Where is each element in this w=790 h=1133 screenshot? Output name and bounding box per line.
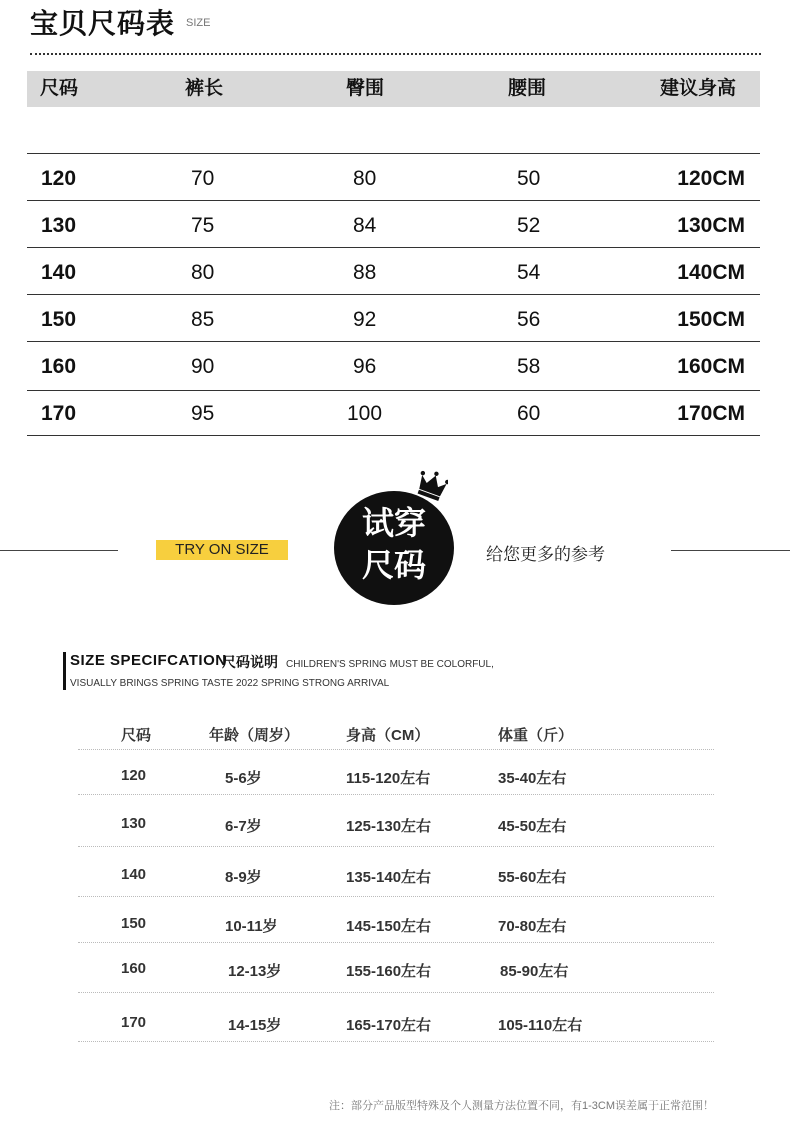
col-header-age: 年龄（周岁） [209, 727, 300, 744]
cell-height: 145-150左右 [346, 918, 432, 935]
table-row [27, 154, 760, 200]
col-header-size: 尺码 [40, 78, 79, 99]
spec-title: SIZE SPECIFCATION [70, 652, 227, 669]
cell-age: 10-11岁 [225, 918, 278, 935]
cell-weight: 45-50左右 [498, 818, 567, 835]
dotted-divider [30, 53, 761, 55]
cell-height: 170CM [677, 402, 745, 425]
dotted-divider [78, 992, 714, 993]
dotted-divider [78, 749, 714, 750]
cell-height: 160CM [677, 355, 745, 378]
cell-length: 95 [191, 402, 215, 425]
dotted-divider [78, 846, 714, 847]
crown-icon [416, 469, 448, 508]
cell-length: 85 [191, 308, 215, 331]
circle-line-1: 试穿 [361, 505, 426, 541]
cell-size: 150 [121, 915, 147, 932]
cell-height: 130CM [677, 214, 745, 237]
cell-weight: 85-90左右 [500, 963, 569, 980]
spec-accent-bar [63, 652, 66, 690]
cell-size: 140 [41, 261, 77, 284]
col-header-height: 身高（CM） [346, 727, 430, 744]
footnote: 注：部分产品版型特殊及个人测量方法位置不同，有1-3CM误差属于正常范围！ [328, 1100, 714, 1112]
dotted-divider [78, 1041, 714, 1042]
dotted-divider [78, 896, 714, 897]
banner-right-line [671, 550, 790, 551]
banner-left-line [0, 550, 118, 551]
dotted-divider [78, 794, 714, 795]
table-row [27, 342, 760, 388]
cell-waist: 52 [517, 214, 541, 237]
cell-age: 8-9岁 [225, 869, 262, 886]
cell-size: 170 [121, 1014, 147, 1031]
cell-size: 140 [121, 866, 147, 883]
cell-length: 90 [191, 355, 215, 378]
dotted-divider [78, 942, 714, 943]
cell-height: 155-160左右 [346, 963, 432, 980]
cell-height: 125-130左右 [346, 818, 432, 835]
cell-size: 170 [41, 402, 77, 425]
try-on-size-badge: TRY ON SIZE [156, 540, 288, 560]
cell-height: 135-140左右 [346, 869, 432, 886]
table-row [27, 248, 760, 294]
cell-height: 115-120左右 [346, 770, 431, 787]
cell-hip: 80 [353, 167, 377, 190]
cell-weight: 35-40左右 [498, 770, 567, 787]
cell-height: 165-170左右 [346, 1017, 432, 1034]
cell-size: 150 [41, 308, 77, 331]
col-header-hip: 臀围 [346, 78, 385, 99]
cell-waist: 60 [517, 402, 541, 425]
cell-waist: 54 [517, 261, 541, 284]
try-size-circle-text [334, 502, 454, 586]
cell-weight: 105-110左右 [498, 1017, 583, 1034]
cell-waist: 56 [517, 308, 541, 331]
size-table-header [27, 71, 760, 107]
cell-length: 80 [191, 261, 215, 284]
cell-weight: 70-80左右 [498, 918, 567, 935]
cell-height: 150CM [677, 308, 745, 331]
col-header-height: 建议身高 [660, 78, 737, 99]
cell-waist: 58 [517, 355, 541, 378]
page-subtitle: SIZE [186, 17, 211, 29]
col-header-length: 裤长 [185, 78, 224, 99]
col-header-waist: 腰围 [508, 78, 547, 99]
cell-size: 160 [41, 355, 77, 378]
table-divider [27, 435, 760, 436]
col-header-size: 尺码 [121, 727, 152, 744]
cell-weight: 55-60左右 [498, 869, 567, 886]
spec-subtitle-1: CHILDREN'S SPRING MUST BE COLORFUL, [286, 659, 494, 670]
spec-subtitle-2: VISUALLY BRINGS SPRING TASTE 2022 SPRING STRONG ARRIVAL [70, 678, 390, 689]
table-row [27, 201, 760, 247]
cell-hip: 88 [353, 261, 377, 284]
page-title: 宝贝尺码表 [30, 8, 176, 39]
cell-size: 120 [121, 767, 147, 784]
circle-line-2: 尺码 [361, 547, 426, 583]
cell-hip: 100 [347, 402, 383, 425]
cell-size: 130 [41, 214, 77, 237]
cell-age: 12-13岁 [228, 963, 282, 980]
cell-length: 75 [191, 214, 215, 237]
cell-size: 120 [41, 167, 77, 190]
cell-hip: 96 [353, 355, 377, 378]
cell-length: 70 [191, 167, 215, 190]
cell-height: 140CM [677, 261, 745, 284]
table-row [27, 389, 760, 435]
spec-title-cn: 尺码说明 [222, 654, 278, 670]
cell-hip: 84 [353, 214, 377, 237]
table-row [27, 295, 760, 341]
cell-waist: 50 [517, 167, 541, 190]
cell-age: 14-15岁 [228, 1017, 282, 1034]
cell-age: 6-7岁 [225, 818, 262, 835]
cell-height: 120CM [677, 167, 745, 190]
cell-hip: 92 [353, 308, 377, 331]
cell-size: 160 [121, 960, 147, 977]
reference-text: 给您更多的参考 [486, 545, 605, 564]
cell-size: 130 [121, 815, 147, 832]
col-header-weight: 体重（斤） [498, 727, 574, 744]
cell-age: 5-6岁 [225, 770, 262, 787]
